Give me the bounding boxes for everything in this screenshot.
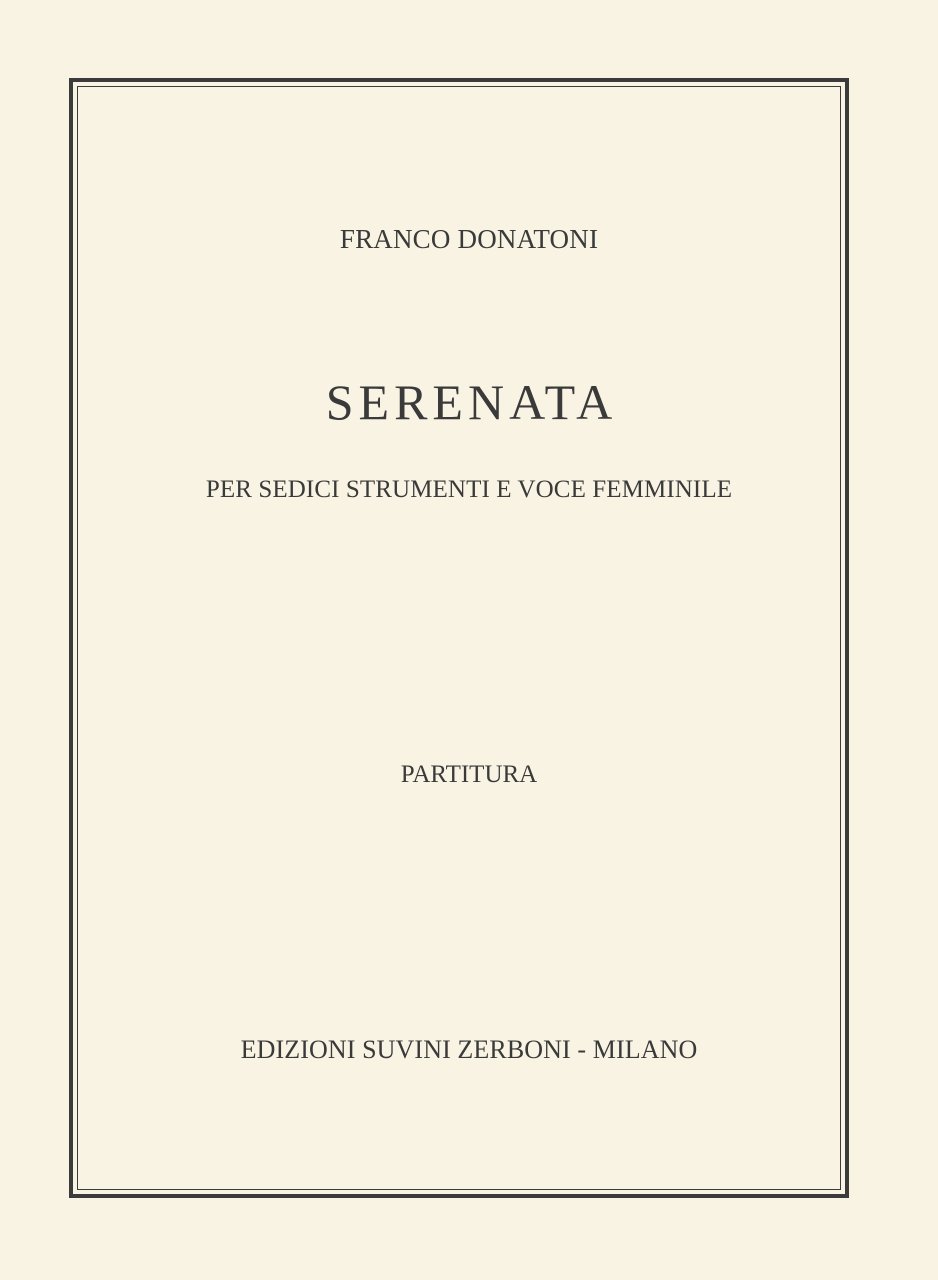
composer-name: FRANCO DONATONI bbox=[339, 224, 599, 254]
work-title: SERENATA bbox=[325, 374, 618, 430]
work-subtitle: PER SEDICI STRUMENTI E VOCE FEMMINILE bbox=[205, 476, 733, 503]
edition-type: PARTITURA bbox=[400, 761, 538, 788]
publisher-imprint: EDIZIONI SUVINI ZERBONI - MILANO bbox=[240, 1035, 698, 1064]
